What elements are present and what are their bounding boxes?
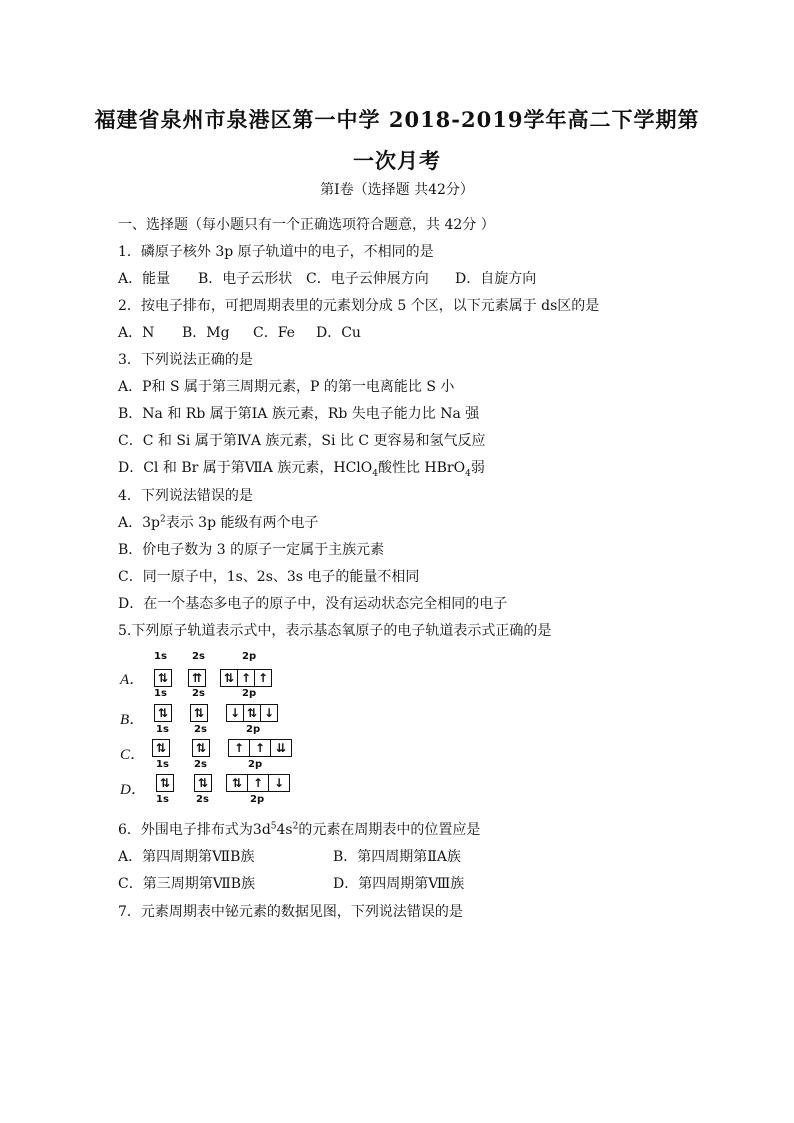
section-subtitle: 第Ⅰ卷（选择题 共42分） bbox=[320, 182, 474, 198]
orbital-box-2s bbox=[190, 704, 208, 722]
electron-arrow: ↑ bbox=[247, 775, 268, 791]
q6-option-d: D．第四周期第Ⅷ族 bbox=[333, 876, 465, 892]
q5-option-b-letter: B． bbox=[120, 712, 145, 728]
q6-option-c: C．第三周期第ⅦB族 bbox=[118, 876, 256, 892]
electron-arrow: ↑ bbox=[237, 670, 254, 686]
electron-arrow: ⇅ bbox=[159, 776, 171, 790]
q3-option-d bbox=[118, 457, 485, 479]
q4-option-a-text: 表示 3p 能级有两个电子 bbox=[165, 515, 319, 531]
q6-stem-text: 6．外围电子排布式为3d bbox=[118, 822, 271, 838]
orbital-label-2s: 2s bbox=[194, 724, 207, 735]
q6-option-a: A．第四周期第ⅦB族 bbox=[118, 849, 255, 865]
electron-arrow: ⇈ bbox=[191, 671, 203, 685]
q3-option-b: B．Na 和 Rb 属于第ⅠA 族元素，Rb 失电子能力比 Na 强 bbox=[118, 406, 480, 422]
q7-stem: 7．元素周期表中铋元素的数据见图，下列说法错误的是 bbox=[118, 904, 463, 920]
orbital-label-2p: 2p bbox=[248, 759, 263, 770]
electron-arrow: ⇅ bbox=[231, 776, 243, 790]
q6-superscript: 2 bbox=[292, 821, 299, 832]
orbital-label-2s: 2s bbox=[192, 651, 205, 662]
orbital-label-1s: 1s bbox=[156, 724, 169, 735]
orbital-label-2p: 2p bbox=[246, 724, 261, 735]
q6-stem bbox=[118, 819, 480, 839]
electron-arrow: ↑ bbox=[249, 740, 270, 756]
electron-arrow: ↓ bbox=[260, 705, 277, 721]
orbital-box-2s bbox=[192, 739, 210, 757]
orbital-label-1s: 1s bbox=[154, 651, 167, 662]
orbital-box-2p bbox=[226, 704, 278, 722]
q6-option-b: B．第四周期第ⅡA族 bbox=[333, 849, 461, 865]
orbital-box-1s bbox=[152, 739, 170, 757]
electron-arrow: ⇅ bbox=[197, 776, 209, 790]
orbital-box-1s bbox=[154, 669, 172, 687]
q2-option-c: C．Fe bbox=[253, 325, 295, 341]
q5-option-d-letter: D． bbox=[120, 782, 146, 798]
q2-option-a: A．N bbox=[118, 325, 155, 341]
orbital-box-2p bbox=[226, 774, 290, 792]
q1-option-a: A．能量 bbox=[118, 271, 171, 287]
q5-option-c-letter: C． bbox=[120, 747, 146, 763]
orbital-label-2s: 2s bbox=[196, 794, 209, 805]
q3-option-c: C．C 和 Si 属于第ⅣA 族元素，Si 比 C 更容易和氢气反应 bbox=[118, 433, 486, 449]
page-title-continued: 一次月考 bbox=[353, 148, 441, 173]
q3-option-d-subscript: 4 bbox=[465, 468, 471, 479]
q2-stem: 2．按电子排布，可把周期表里的元素划分成 5 个区，以下元素属于 ds区的是 bbox=[118, 298, 600, 314]
q3-option-a: A．P和 S 属于第三周期元素，P 的第一电离能比 S 小 bbox=[118, 379, 455, 395]
q1-stem: 1．磷原子核外 3p 原子轨道中的电子，不相同的是 bbox=[118, 244, 434, 260]
q3-option-d-subscript: 4 bbox=[372, 468, 378, 479]
electron-arrow: ⇅ bbox=[193, 706, 205, 720]
q3-stem: 3．下列说法正确的是 bbox=[118, 352, 253, 368]
q4-option-d: D．在一个基态多电子的原子中，没有运动状态完全相同的电子 bbox=[118, 596, 508, 612]
electron-arrow: ↓ bbox=[229, 706, 241, 720]
electron-arrow: ⇅ bbox=[195, 741, 207, 755]
q4-option-a-text: A．3p bbox=[118, 515, 160, 531]
orbital-box-2p bbox=[220, 669, 272, 687]
q4-option-b: B．价电子数为 3 的原子一定属于主族元素 bbox=[118, 542, 385, 558]
electron-arrow: ↑ bbox=[254, 670, 271, 686]
q4-option-a-superscript: 2 bbox=[159, 514, 166, 525]
q2-option-b: B．Mg bbox=[182, 325, 230, 341]
q1-option-b: B．电子云形状 bbox=[198, 271, 293, 287]
q5-stem: 5.下列原子轨道表示式中，表示基态氧原子的电子轨道表示式正确的是 bbox=[118, 623, 552, 639]
orbital-box-2s bbox=[188, 669, 206, 687]
electron-arrow: ⇅ bbox=[157, 706, 169, 720]
orbital-box-1s bbox=[154, 704, 172, 722]
q4-option-a bbox=[118, 512, 319, 532]
q6-stem-text: 的元素在周期表中的位置应是 bbox=[298, 822, 481, 838]
q1-option-d: D．自旋方向 bbox=[455, 271, 537, 287]
q5-option-a bbox=[118, 651, 418, 699]
q5-option-a-letter: A． bbox=[120, 672, 145, 688]
q6-superscript: 5 bbox=[270, 821, 277, 832]
orbital-label-1s: 1s bbox=[156, 759, 169, 770]
electron-arrow: ⇅ bbox=[155, 741, 167, 755]
page-title: 福建省泉州市泉港区第一中学 2018-2019学年高二下学期第 bbox=[94, 107, 700, 132]
electron-arrow: ⇅ bbox=[223, 671, 235, 685]
q5-option-b bbox=[118, 704, 418, 734]
electron-arrow: ⇅ bbox=[243, 705, 260, 721]
electron-arrow: ↓ bbox=[268, 775, 289, 791]
orbital-box-1s bbox=[156, 774, 174, 792]
electron-arrow: ⇅ bbox=[157, 671, 169, 685]
orbital-box-2p bbox=[228, 739, 292, 757]
electron-arrow: ↑ bbox=[233, 741, 245, 755]
orbital-label-2p: 2p bbox=[250, 794, 265, 805]
orbital-label-1s: 1s bbox=[154, 688, 167, 699]
orbital-label-2p: 2p bbox=[242, 651, 257, 662]
q1-option-c: C．电子云伸展方向 bbox=[306, 271, 429, 287]
q2-option-d: D．Cu bbox=[316, 325, 361, 341]
orbital-label-2s: 2s bbox=[194, 759, 207, 770]
orbital-label-2s: 2s bbox=[192, 688, 205, 699]
q4-stem: 4．下列说法错误的是 bbox=[118, 488, 253, 504]
q3-option-d-text: 弱 bbox=[470, 460, 485, 476]
electron-arrow: ⇊ bbox=[270, 740, 291, 756]
orbital-label-2p: 2p bbox=[242, 688, 257, 699]
q5-option-c bbox=[118, 739, 418, 769]
q6-stem-text: 4s bbox=[276, 822, 293, 838]
q3-option-d-text: 酸性比 HBrO bbox=[377, 460, 466, 476]
orbital-label-1s: 1s bbox=[156, 794, 169, 805]
q5-option-d bbox=[118, 774, 418, 804]
q3-option-d-text: D．Cl 和 Br 属于第ⅦA 族元素，HClO bbox=[118, 460, 373, 476]
q4-option-c: C．同一原子中，1s、2s、3s 电子的能量不相同 bbox=[118, 569, 420, 585]
orbital-box-2s bbox=[194, 774, 212, 792]
section-heading: 一、选择题（每小题只有一个正确选项符合题意，共 42分 ） bbox=[118, 217, 495, 233]
